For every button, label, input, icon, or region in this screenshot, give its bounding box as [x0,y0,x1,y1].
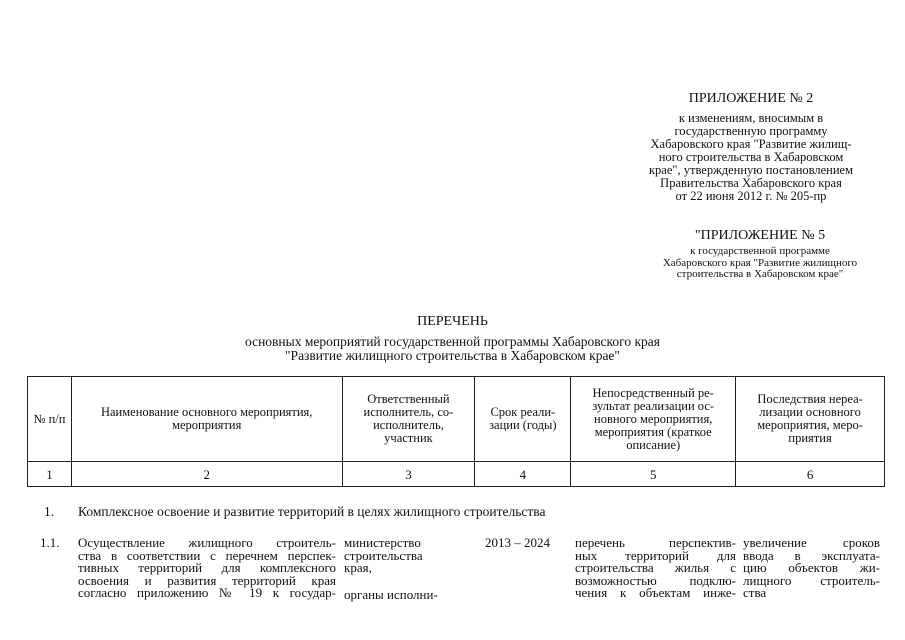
table-header-row [28,377,885,462]
header-line: описание) [626,437,681,452]
header-line: исполнитель, со- [363,405,454,419]
section-number: 1. [44,504,55,519]
header-cell-consequences [736,377,885,462]
section-title: Комплексное освоение и развитие территорий в целях жилищного строительства [78,504,546,519]
text-line: согласно приложению № 19 к государ- [78,585,336,600]
text-line: ства в соответствии с перечнем перспек- [78,547,336,563]
column-number-row [28,462,885,487]
text-line: края, [344,560,372,575]
row-period: 2013 – 2024 [485,535,550,550]
appendix-2-line: ного строительства в Хабаровском [658,150,844,164]
row-result [575,537,736,600]
text-line: министерство [344,535,421,550]
text-line: цию объектов жи- [743,560,880,575]
text-line: ства [743,585,767,600]
header-line: зультат реализации ос- [592,398,715,413]
text-line: ных территорий для [575,547,736,563]
text-line: перечень перспектив- [575,535,736,550]
appendix-2-line: к изменениям, вносимым в [678,111,824,125]
text-line: освоения и развития территорий края [78,572,336,588]
header-line: Ответственный [367,392,450,406]
appendix-5-line: к государственной программе [690,245,830,257]
column-number-cell: 3 [342,462,475,487]
header-line: мероприятия [172,418,242,432]
appendix-2-line: государственную программу [674,124,828,138]
row-consequences [743,537,880,600]
column-number-cell: 4 [475,462,571,487]
header-line: участник [384,431,433,445]
appendix-2-line: Правительства Хабаровского края [660,176,842,190]
header-cell-number [28,377,72,462]
text-line: тивных территорий для комплексного [78,560,336,575]
document-title: ПЕРЕЧЕНЬ [417,314,488,329]
header-line: исполнитель, [373,418,444,432]
appendix-2-line: от 22 июня 2012 г. № 205-пр [675,189,827,203]
text-line: ввода в эксплуата- [743,547,880,563]
document-subtitle-line: основных мероприятий государственной программы Хабаровского края [245,334,660,349]
column-number-cell: 6 [736,462,885,487]
text-line: органы исполни- [344,586,438,602]
header-line: приятия [788,431,832,445]
text-line: чения к объектам инже- [575,585,736,600]
row-measure-name [78,537,336,600]
appendix-2-title: ПРИЛОЖЕНИЕ № 2 [688,91,814,106]
header-line: Непосредственный ре- [592,385,714,400]
header-line: мероприятия, меро- [757,418,863,432]
header-line: зации (годы) [489,418,557,432]
header-line: Последствия нереа- [757,392,863,406]
appendix-5-line: строительства в Хабаровском крае" [676,268,844,280]
text-line: строительства [344,547,423,563]
header-cell-period [475,377,571,462]
row-number: 1.1. [40,535,60,550]
appendix-5-title: "ПРИЛОЖЕНИЕ № 5 [694,228,826,243]
text-line: строительства жилья с [575,560,736,575]
text-line: возможностью подклю- [575,572,736,588]
text-line: Осуществление жилищного строитель- [78,535,336,550]
header-line: Срок реали- [490,405,556,419]
appendix-2-block [620,91,882,203]
appendix-5-line: Хабаровского края "Развитие жилищного [662,256,858,269]
appendix-2-line: крае", утвержденную постановлением [648,163,853,177]
header-line: мероприятия (краткое [594,424,712,439]
column-number-cell: 2 [71,462,342,487]
measures-table [27,376,885,487]
text-line: лищного строитель- [743,572,880,588]
document-subtitle-line: "Развитие жилищного строительства в Хабаровском крае" [285,348,620,363]
column-number-cell: 5 [571,462,736,487]
column-number-cell: 1 [28,462,72,487]
header-line: новного мероприятия, [594,411,713,426]
row-executor [344,537,472,601]
header-line: Наименование основного мероприятия, [100,405,313,419]
header-cell-name [71,377,342,462]
appendix-5-block [640,228,880,281]
header-cell-result [571,377,736,462]
text-line: увеличение сроков [743,535,880,550]
header-line: лизации основного [759,405,861,419]
header-line: № п/п [33,411,66,426]
header-cell-executor [342,377,475,462]
appendix-2-line: Хабаровского края "Развитие жилищ- [650,137,852,151]
